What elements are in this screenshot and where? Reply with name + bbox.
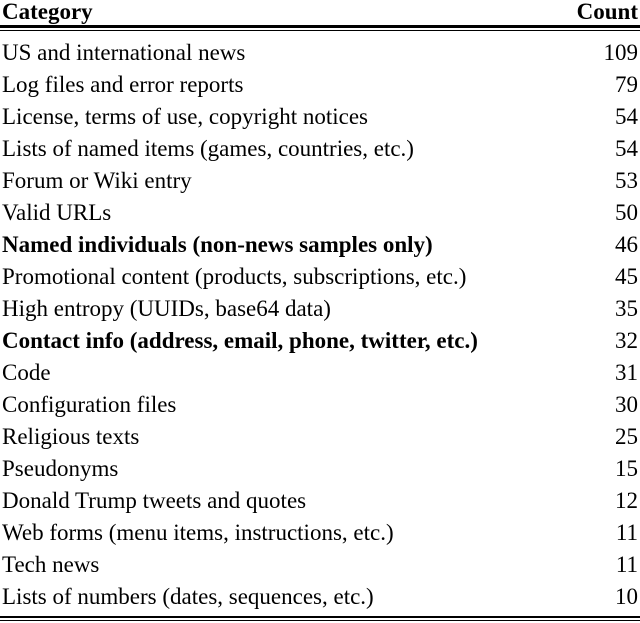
- table-row: [0, 421, 640, 453]
- row-count: 11: [615, 520, 638, 545]
- table-row: [0, 549, 640, 581]
- row-count: 45: [615, 264, 638, 289]
- header-count: Count: [576, 0, 638, 24]
- row-category: License, terms of use, copyright notices: [2, 104, 368, 129]
- table-row: [0, 325, 640, 357]
- bottom-rule: [0, 616, 640, 618]
- table-row: [0, 581, 640, 613]
- table-row: [0, 101, 640, 133]
- bottom-rule-thin: [0, 620, 640, 621]
- row-count: 79: [615, 72, 638, 97]
- table-row: [0, 517, 640, 549]
- table-row: [0, 165, 640, 197]
- row-category: Lists of named items (games, countries, etc.): [2, 136, 414, 161]
- table-row: [0, 453, 640, 485]
- row-count: 54: [615, 136, 638, 161]
- row-category: Forum or Wiki entry: [2, 168, 192, 193]
- table-row: [0, 37, 640, 69]
- header-rule-thin: [0, 30, 640, 31]
- table-body: [0, 37, 640, 613]
- row-count: 31: [615, 360, 638, 385]
- row-count: 54: [615, 104, 638, 129]
- table-row: [0, 69, 640, 101]
- row-count: 35: [615, 296, 638, 321]
- row-category: High entropy (UUIDs, base64 data): [2, 296, 331, 321]
- table-row: [0, 485, 640, 517]
- header-category: Category: [2, 0, 93, 24]
- row-count: 46: [615, 232, 638, 257]
- row-category: Web forms (menu items, instructions, etc.): [2, 520, 394, 545]
- table-row: [0, 357, 640, 389]
- row-count: 25: [615, 424, 638, 449]
- row-category: Configuration files: [2, 392, 177, 417]
- row-count: 10: [615, 584, 638, 609]
- row-category: Promotional content (products, subscriptions, etc.): [2, 264, 467, 289]
- row-category: US and international news: [2, 40, 246, 65]
- header-rule: [0, 25, 640, 28]
- table-header: [0, 0, 640, 24]
- row-category: Donald Trump tweets and quotes: [2, 488, 307, 513]
- table-row: [0, 229, 640, 261]
- table-row: [0, 389, 640, 421]
- row-category: Code: [2, 360, 51, 385]
- row-category: Lists of numbers (dates, sequences, etc.): [2, 584, 374, 609]
- row-count: 53: [615, 168, 638, 193]
- row-category: Contact info (address, email, phone, twitter, etc.): [2, 328, 478, 353]
- row-count: 30: [615, 392, 638, 417]
- row-count: 12: [615, 488, 638, 513]
- row-count: 32: [615, 328, 638, 353]
- row-count: 11: [615, 552, 638, 577]
- row-count: 50: [615, 200, 638, 225]
- row-category: Religious texts: [2, 424, 140, 449]
- row-category: Named individuals (non-news samples only): [2, 232, 433, 257]
- row-count: 15: [615, 456, 638, 481]
- row-category: Pseudonyms: [2, 456, 119, 481]
- row-category: Tech news: [2, 552, 100, 577]
- table-row: [0, 133, 640, 165]
- row-category: Log files and error reports: [2, 72, 244, 97]
- table-row: [0, 293, 640, 325]
- table-row: [0, 197, 640, 229]
- row-count: 109: [603, 40, 638, 65]
- table-row: [0, 261, 640, 293]
- row-category: Valid URLs: [2, 200, 112, 225]
